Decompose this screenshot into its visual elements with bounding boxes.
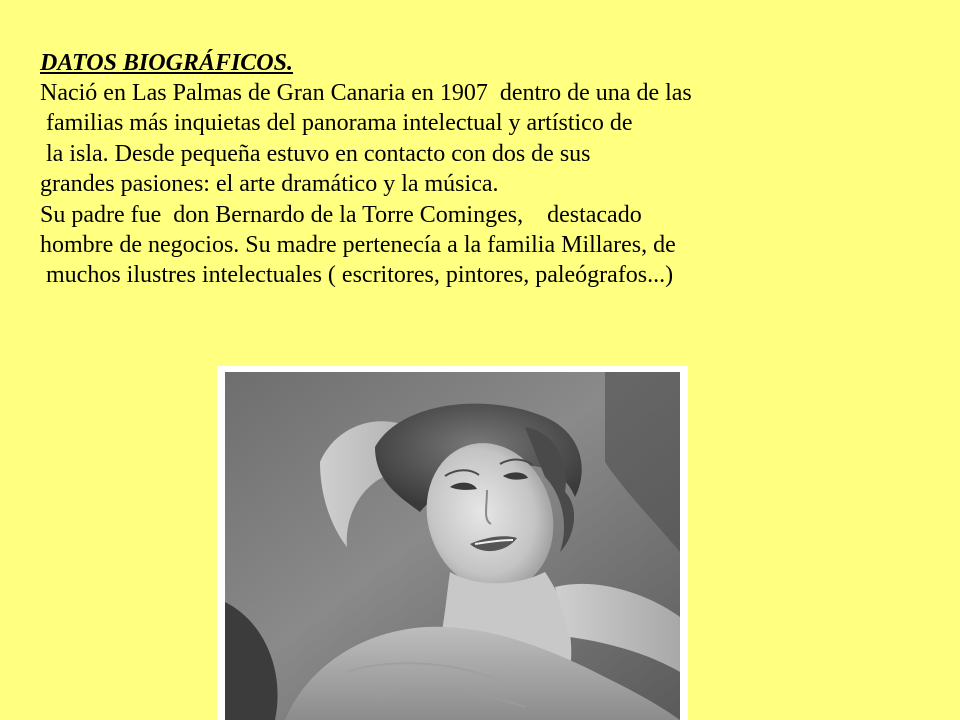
biography-line-2: familias más inquietas del panorama intelectual y artístico de <box>40 110 633 137</box>
biography-line-1: Nació en Las Palmas de Gran Canaria en 1907 dentro de una de las <box>40 80 692 106</box>
photo-frame <box>217 366 688 720</box>
biography-line-6: hombre de negocios. Su madre pertenecía a la familia Millares, de <box>40 232 676 259</box>
biography-line-3: la isla. Desde pequeña estuvo en contacto con dos de sus <box>40 140 591 167</box>
biography-line-7: muchos ilustres intelectuales ( escritores, pintores, paleógrafos...) <box>40 262 674 289</box>
biography-text-block <box>40 48 940 291</box>
biography-line-5: Su padre fue don Bernardo de la Torre Cominges, destacado <box>40 201 642 228</box>
section-heading: DATOS BIOGRÁFICOS. <box>40 50 293 76</box>
biography-line-4: grandes pasiones: el arte dramático y la música. <box>40 171 499 198</box>
portrait-photo-icon <box>225 372 680 720</box>
